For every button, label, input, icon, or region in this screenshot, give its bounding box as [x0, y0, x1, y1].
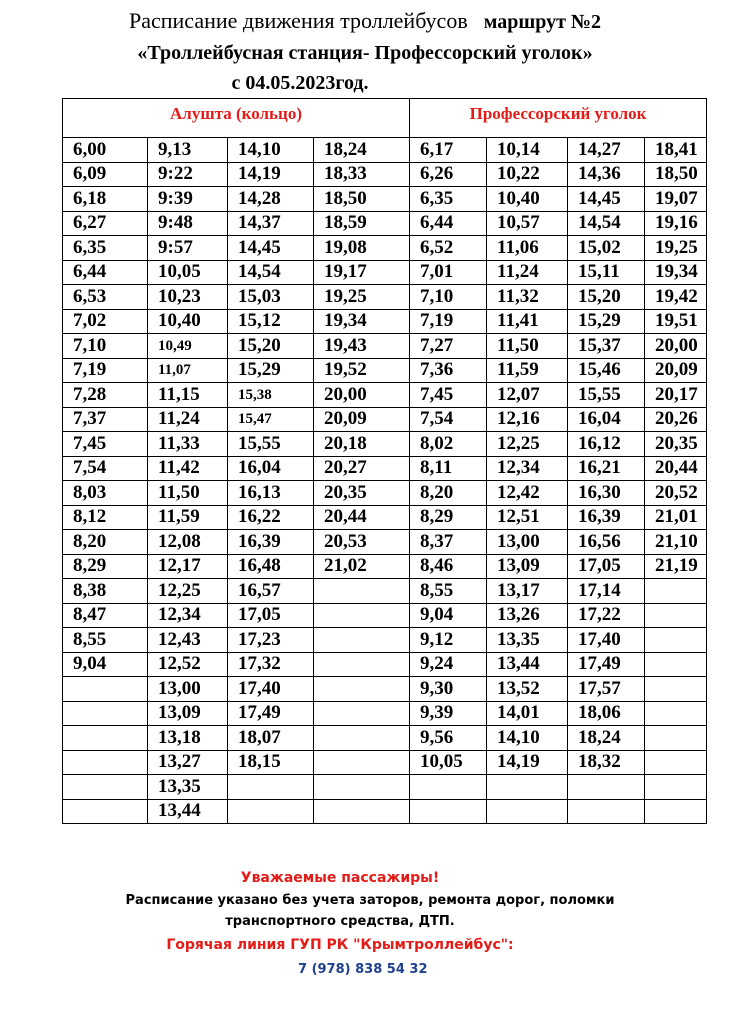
time-cell: 11,50: [487, 334, 568, 359]
time-cell: 14,54: [568, 211, 645, 236]
time-cell: 6,44: [63, 260, 148, 285]
time-cell: 17,22: [568, 603, 645, 628]
time-cell: 20,35: [314, 481, 410, 506]
time-cell: 18,59: [314, 211, 410, 236]
time-cell: 13,26: [487, 603, 568, 628]
time-cell: 10,05: [148, 260, 228, 285]
time-cell: 8,37: [410, 530, 487, 555]
table-header-row: [63, 99, 707, 138]
time-cell: 6,09: [63, 162, 148, 187]
time-cell: 19,07: [645, 187, 707, 212]
time-cell: [314, 701, 410, 726]
time-cell: 10,49: [148, 334, 228, 359]
time-cell: 10,22: [487, 162, 568, 187]
time-cell: 18,33: [314, 162, 410, 187]
time-cell: 19,52: [314, 358, 410, 383]
hotline-label: Горячая линия ГУП РК "Крымтроллейбус":: [166, 937, 514, 953]
time-cell: [314, 799, 410, 824]
time-cell: 14,45: [228, 236, 314, 261]
time-cell: 20,26: [645, 407, 707, 432]
time-cell: 19,43: [314, 334, 410, 359]
time-cell: 6,27: [63, 211, 148, 236]
time-cell: 16,57: [228, 579, 314, 604]
time-cell: 11,42: [148, 456, 228, 481]
time-cell: 20,52: [645, 481, 707, 506]
table-row: [63, 775, 707, 800]
time-cell: 21,10: [645, 530, 707, 555]
time-cell: 15,20: [568, 285, 645, 310]
time-cell: 9:22: [148, 162, 228, 187]
table-row: [63, 799, 707, 824]
title-text: Расписание движения троллейбусов: [129, 8, 468, 33]
time-cell: 7,45: [63, 432, 148, 457]
time-cell: [314, 775, 410, 800]
time-cell: 19,16: [645, 211, 707, 236]
time-cell: [645, 775, 707, 800]
time-cell: 7,19: [410, 309, 487, 334]
time-cell: [228, 775, 314, 800]
time-cell: 12,08: [148, 530, 228, 555]
time-cell: 6,52: [410, 236, 487, 261]
table-row: [63, 334, 707, 359]
time-cell: [645, 701, 707, 726]
time-cell: 12,16: [487, 407, 568, 432]
time-cell: 12,51: [487, 505, 568, 530]
time-cell: 14,27: [568, 138, 645, 163]
time-cell: 9,30: [410, 677, 487, 702]
time-cell: 7,27: [410, 334, 487, 359]
time-cell: 11,24: [487, 260, 568, 285]
time-cell: 6,17: [410, 138, 487, 163]
table-row: [63, 603, 707, 628]
time-cell: 8,47: [63, 603, 148, 628]
table-row: [63, 701, 707, 726]
time-cell: 14,45: [568, 187, 645, 212]
time-cell: 14,36: [568, 162, 645, 187]
time-cell: [645, 628, 707, 653]
time-cell: 16,13: [228, 481, 314, 506]
time-cell: 6,35: [63, 236, 148, 261]
time-cell: 20,00: [645, 334, 707, 359]
time-cell: [314, 750, 410, 775]
time-cell: 20,27: [314, 456, 410, 481]
table-row: [63, 309, 707, 334]
table-row: [63, 285, 707, 310]
time-cell: 7,37: [63, 407, 148, 432]
time-cell: 14,37: [228, 211, 314, 236]
table-row: [63, 260, 707, 285]
column-header-professorsky: Профессорский уголок: [410, 99, 707, 138]
time-cell: 15,37: [568, 334, 645, 359]
time-cell: 13,35: [487, 628, 568, 653]
time-cell: 15,46: [568, 358, 645, 383]
time-cell: 16,12: [568, 432, 645, 457]
time-cell: 14,01: [487, 701, 568, 726]
time-cell: 8,55: [410, 579, 487, 604]
time-cell: [568, 799, 645, 824]
table-row: [63, 554, 707, 579]
time-cell: 11,32: [487, 285, 568, 310]
time-cell: 15,29: [568, 309, 645, 334]
column-header-alushta: Алушта (кольцо): [63, 99, 410, 138]
table-row: [63, 236, 707, 261]
time-cell: 13,18: [148, 726, 228, 751]
table-row: [63, 187, 707, 212]
time-cell: 14,54: [228, 260, 314, 285]
time-cell: 9:57: [148, 236, 228, 261]
time-cell: 15,11: [568, 260, 645, 285]
time-cell: [645, 652, 707, 677]
time-cell: 18,50: [314, 187, 410, 212]
time-cell: 14,10: [228, 138, 314, 163]
time-cell: 18,50: [645, 162, 707, 187]
time-cell: [645, 799, 707, 824]
time-cell: [228, 799, 314, 824]
time-cell: [314, 579, 410, 604]
time-cell: 15,55: [568, 383, 645, 408]
time-cell: 19,08: [314, 236, 410, 261]
time-cell: 10,40: [148, 309, 228, 334]
time-cell: 17,14: [568, 579, 645, 604]
time-cell: 7,54: [63, 456, 148, 481]
time-cell: [410, 775, 487, 800]
time-cell: 12,42: [487, 481, 568, 506]
time-cell: 9,13: [148, 138, 228, 163]
time-cell: 9,56: [410, 726, 487, 751]
time-cell: 10,14: [487, 138, 568, 163]
time-cell: 13,27: [148, 750, 228, 775]
time-cell: 13,09: [487, 554, 568, 579]
time-cell: 16,39: [228, 530, 314, 555]
time-cell: 20,18: [314, 432, 410, 457]
table-row: [63, 407, 707, 432]
time-cell: [63, 799, 148, 824]
time-cell: 12,52: [148, 652, 228, 677]
table-row: [63, 138, 707, 163]
time-cell: 20,35: [645, 432, 707, 457]
time-cell: 12,17: [148, 554, 228, 579]
table-row: [63, 358, 707, 383]
time-cell: 13,52: [487, 677, 568, 702]
time-cell: 17,23: [228, 628, 314, 653]
schedule-table: [62, 98, 707, 824]
time-cell: 14,19: [487, 750, 568, 775]
table-row: [63, 432, 707, 457]
time-cell: 6,44: [410, 211, 487, 236]
time-cell: 18,06: [568, 701, 645, 726]
time-cell: 10,57: [487, 211, 568, 236]
time-cell: [645, 726, 707, 751]
time-cell: [568, 775, 645, 800]
time-cell: 17,32: [228, 652, 314, 677]
time-cell: 19,17: [314, 260, 410, 285]
time-cell: 16,56: [568, 530, 645, 555]
table-row: [63, 211, 707, 236]
time-cell: 7,36: [410, 358, 487, 383]
time-cell: [487, 799, 568, 824]
time-cell: [645, 603, 707, 628]
time-cell: 12,34: [148, 603, 228, 628]
time-cell: 8,29: [63, 554, 148, 579]
time-cell: 7,10: [63, 334, 148, 359]
time-cell: 7,45: [410, 383, 487, 408]
hotline-phone: 7 (978) 838 54 32: [298, 962, 428, 977]
time-cell: [645, 579, 707, 604]
time-cell: 20,44: [645, 456, 707, 481]
time-cell: [63, 726, 148, 751]
time-cell: 11,24: [148, 407, 228, 432]
time-cell: 16,48: [228, 554, 314, 579]
time-cell: 11,33: [148, 432, 228, 457]
time-cell: 17,40: [568, 628, 645, 653]
time-cell: 14,19: [228, 162, 314, 187]
time-cell: 8,02: [410, 432, 487, 457]
time-cell: 17,49: [228, 701, 314, 726]
time-cell: [63, 750, 148, 775]
time-cell: 8,11: [410, 456, 487, 481]
time-cell: 19,51: [645, 309, 707, 334]
time-cell: 18,24: [568, 726, 645, 751]
table-row: [63, 162, 707, 187]
time-cell: 15,38: [228, 383, 314, 408]
time-cell: 18,07: [228, 726, 314, 751]
time-cell: 8,55: [63, 628, 148, 653]
time-cell: 8,03: [63, 481, 148, 506]
time-cell: 17,40: [228, 677, 314, 702]
time-cell: 8,38: [63, 579, 148, 604]
time-cell: 20,09: [645, 358, 707, 383]
time-cell: 13,00: [487, 530, 568, 555]
time-cell: [314, 677, 410, 702]
time-cell: 6,35: [410, 187, 487, 212]
time-cell: [63, 775, 148, 800]
time-cell: 11,07: [148, 358, 228, 383]
page-title: [0, 8, 730, 34]
table-row: [63, 530, 707, 555]
table-row: [63, 652, 707, 677]
time-cell: 19,34: [314, 309, 410, 334]
time-cell: 19,34: [645, 260, 707, 285]
notice-greeting: Уважаемые пассажиры!: [240, 870, 440, 886]
time-cell: 10,23: [148, 285, 228, 310]
table-row: [63, 505, 707, 530]
time-cell: 7,01: [410, 260, 487, 285]
time-cell: 17,05: [228, 603, 314, 628]
time-cell: 9,24: [410, 652, 487, 677]
table-row: [63, 628, 707, 653]
time-cell: 20,53: [314, 530, 410, 555]
time-cell: 6,00: [63, 138, 148, 163]
time-cell: 7,02: [63, 309, 148, 334]
time-cell: 12,34: [487, 456, 568, 481]
time-cell: 9,04: [410, 603, 487, 628]
time-cell: 15,55: [228, 432, 314, 457]
time-cell: 16,04: [228, 456, 314, 481]
time-cell: 6,53: [63, 285, 148, 310]
time-cell: 18,32: [568, 750, 645, 775]
time-cell: 8,46: [410, 554, 487, 579]
time-cell: 9,12: [410, 628, 487, 653]
table-row: [63, 677, 707, 702]
time-cell: 13,00: [148, 677, 228, 702]
route-number: маршрут №2: [483, 11, 601, 33]
time-cell: 9,39: [410, 701, 487, 726]
time-cell: 11,41: [487, 309, 568, 334]
table-row: [63, 456, 707, 481]
time-cell: 17,57: [568, 677, 645, 702]
time-cell: 13,44: [148, 799, 228, 824]
time-cell: [645, 750, 707, 775]
time-cell: 17,49: [568, 652, 645, 677]
time-cell: 18,15: [228, 750, 314, 775]
time-cell: 20,09: [314, 407, 410, 432]
time-cell: 13,35: [148, 775, 228, 800]
time-cell: [314, 603, 410, 628]
time-cell: [410, 799, 487, 824]
time-cell: 12,25: [487, 432, 568, 457]
time-cell: 21,19: [645, 554, 707, 579]
time-cell: 7,28: [63, 383, 148, 408]
time-cell: 7,10: [410, 285, 487, 310]
time-cell: 13,17: [487, 579, 568, 604]
time-cell: 20,17: [645, 383, 707, 408]
time-cell: [63, 701, 148, 726]
time-cell: 16,04: [568, 407, 645, 432]
time-cell: 16,30: [568, 481, 645, 506]
time-cell: 16,39: [568, 505, 645, 530]
time-cell: 13,44: [487, 652, 568, 677]
time-cell: 6,26: [410, 162, 487, 187]
notice-line-2: транспортного средства, ДТП.: [225, 914, 455, 929]
time-cell: 15,12: [228, 309, 314, 334]
time-cell: 9:39: [148, 187, 228, 212]
time-cell: 20,44: [314, 505, 410, 530]
time-cell: [314, 652, 410, 677]
time-cell: 10,40: [487, 187, 568, 212]
time-cell: 14,28: [228, 187, 314, 212]
time-cell: 16,21: [568, 456, 645, 481]
time-cell: 12,43: [148, 628, 228, 653]
time-cell: 11,59: [487, 358, 568, 383]
time-cell: 7,19: [63, 358, 148, 383]
time-cell: 21,01: [645, 505, 707, 530]
table-row: [63, 383, 707, 408]
time-cell: 19,25: [645, 236, 707, 261]
time-cell: 19,42: [645, 285, 707, 310]
time-cell: [63, 677, 148, 702]
time-cell: 15,20: [228, 334, 314, 359]
notice-line-1: Расписание указано без учета заторов, ремонта дорог, поломки: [125, 893, 615, 908]
time-cell: 21,02: [314, 554, 410, 579]
table-row: [63, 481, 707, 506]
time-cell: 20,00: [314, 383, 410, 408]
time-cell: 8,29: [410, 505, 487, 530]
time-cell: 15,29: [228, 358, 314, 383]
time-cell: 19,25: [314, 285, 410, 310]
time-cell: 11,59: [148, 505, 228, 530]
time-cell: 10,05: [410, 750, 487, 775]
time-cell: 18,24: [314, 138, 410, 163]
time-cell: 7,54: [410, 407, 487, 432]
time-cell: 9,04: [63, 652, 148, 677]
time-cell: 15,47: [228, 407, 314, 432]
time-cell: 16,22: [228, 505, 314, 530]
time-cell: 8,20: [63, 530, 148, 555]
time-cell: 11,50: [148, 481, 228, 506]
table-row: [63, 750, 707, 775]
table-row: [63, 726, 707, 751]
time-cell: [314, 726, 410, 751]
time-cell: [314, 628, 410, 653]
route-name: «Троллейбусная станция- Профессорский уголок»: [137, 42, 593, 64]
time-cell: 11,06: [487, 236, 568, 261]
time-cell: 15,03: [228, 285, 314, 310]
time-cell: 15,02: [568, 236, 645, 261]
table-row: [63, 579, 707, 604]
time-cell: 17,05: [568, 554, 645, 579]
time-cell: 12,25: [148, 579, 228, 604]
time-cell: 9:48: [148, 211, 228, 236]
time-cell: 8,20: [410, 481, 487, 506]
time-cell: 12,07: [487, 383, 568, 408]
time-cell: [645, 677, 707, 702]
effective-date: с 04.05.2023год.: [231, 72, 369, 94]
time-cell: 13,09: [148, 701, 228, 726]
time-cell: 6,18: [63, 187, 148, 212]
time-cell: 14,10: [487, 726, 568, 751]
time-cell: 11,15: [148, 383, 228, 408]
time-cell: 8,12: [63, 505, 148, 530]
time-cell: 18,41: [645, 138, 707, 163]
time-cell: [487, 775, 568, 800]
